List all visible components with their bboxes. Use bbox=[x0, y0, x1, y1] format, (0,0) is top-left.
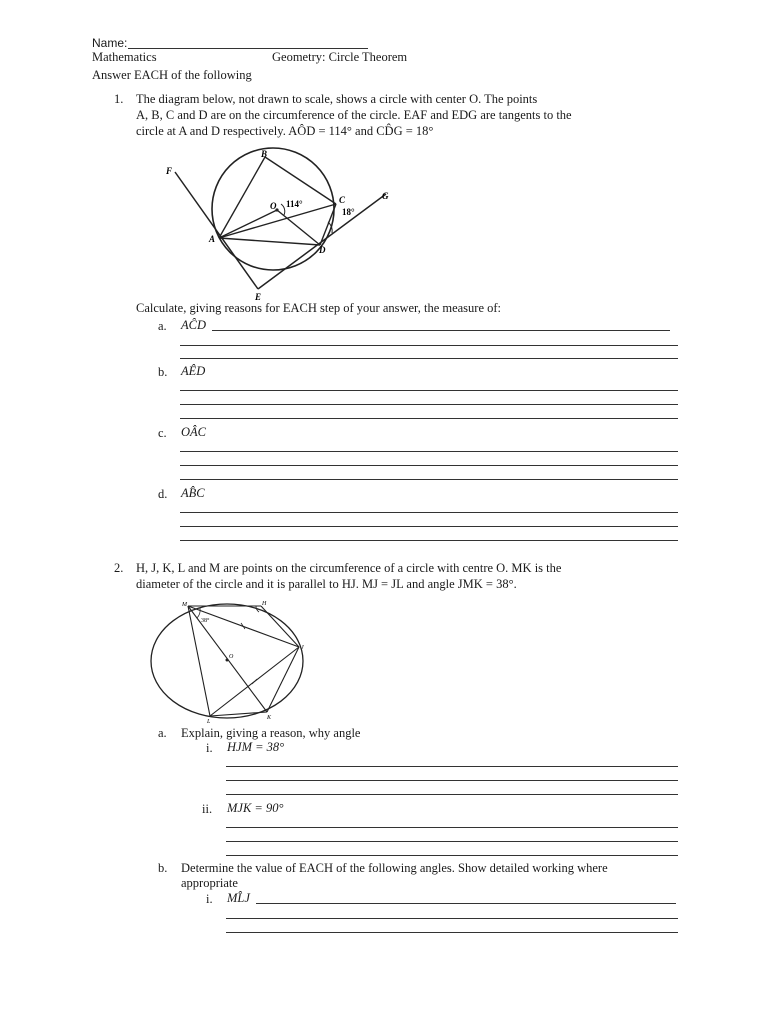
q1b-answer-line-2[interactable] bbox=[180, 404, 678, 405]
q2-text-line2: diameter of the circle and it is parallel to HJ. MJ = JL and angle JMK = 38°. bbox=[136, 577, 517, 591]
name-label: Name: bbox=[92, 36, 128, 50]
q2a-i-label: HJM = 38° bbox=[227, 740, 285, 754]
label-angle-38: 38° bbox=[201, 618, 210, 624]
q1-number: 1. bbox=[114, 92, 124, 106]
q2a-ii-answer-line-3[interactable] bbox=[226, 855, 678, 856]
q1d-answer-line-2[interactable] bbox=[180, 526, 678, 527]
q1c-answer-line-2[interactable] bbox=[180, 465, 678, 466]
q1c-answer-line-3[interactable] bbox=[180, 479, 678, 480]
chord-bc bbox=[265, 157, 336, 204]
label-j: J bbox=[301, 645, 304, 651]
label-o: O bbox=[270, 201, 277, 211]
q1-text-line2: A, B, C and D are on the circumference of the circle. EAF and EDG are tangents to the bbox=[136, 108, 572, 122]
chord-hj bbox=[261, 606, 299, 647]
label-l: L bbox=[207, 719, 211, 725]
subject-label: Mathematics bbox=[92, 50, 157, 64]
q2a-letter: a. bbox=[158, 726, 167, 740]
q1-text-line3: circle at A and D respectively. AÔD = 114° and CD̂G = 18° bbox=[136, 124, 434, 138]
q2-circle-diagram bbox=[148, 598, 316, 726]
q2a-ii-answer-line-1[interactable] bbox=[226, 827, 678, 828]
label-m: M bbox=[182, 602, 187, 608]
instruction: Answer EACH of the following bbox=[92, 68, 252, 82]
q1d-label: AB̂C bbox=[181, 486, 205, 500]
q2b-letter: b. bbox=[158, 861, 168, 875]
tick-lj bbox=[252, 679, 257, 684]
q2b-text-line2: appropriate bbox=[181, 876, 238, 890]
label-h: H bbox=[262, 601, 267, 607]
q2b-i-label: ML̂J bbox=[227, 891, 250, 905]
label-a: A bbox=[209, 234, 216, 244]
q2-number: 2. bbox=[114, 561, 124, 575]
q1a-label: AĈD bbox=[181, 318, 206, 332]
q2b-i-answer-line-2[interactable] bbox=[226, 918, 678, 919]
label-angle-18: 18° bbox=[342, 207, 355, 217]
label-c: C bbox=[339, 195, 346, 205]
q2a-text: Explain, giving a reason, why angle bbox=[181, 726, 361, 740]
label-d: D bbox=[319, 245, 326, 255]
label-e: E bbox=[255, 292, 262, 302]
chord-lk bbox=[210, 712, 267, 716]
q1c-label: OÂC bbox=[181, 425, 206, 439]
q1a-answer-line-3[interactable] bbox=[180, 358, 678, 359]
q2a-i-answer-line-3[interactable] bbox=[226, 794, 678, 795]
q2a-ii-label: MJK = 90° bbox=[227, 801, 284, 815]
q1d-letter: d. bbox=[158, 487, 168, 501]
q2b-i-answer-line-1[interactable] bbox=[256, 903, 676, 904]
topic-label: Geometry: Circle Theorem bbox=[272, 50, 408, 64]
name-answer-line[interactable] bbox=[128, 48, 368, 49]
q1-prompt: Calculate, giving reasons for EACH step of your answer, the measure of: bbox=[136, 301, 502, 315]
q2b-i-roman: i. bbox=[206, 892, 213, 906]
q2b-text-line1: Determine the value of EACH of the following angles. Show detailed working where bbox=[181, 861, 608, 875]
q2-text-line1: H, J, K, L and M are points on the circumference of a circle with centre O. MK is the bbox=[136, 561, 562, 575]
q1c-answer-line-1[interactable] bbox=[180, 451, 678, 452]
label-f: F bbox=[166, 166, 173, 176]
q1b-letter: b. bbox=[158, 365, 168, 379]
label-b: B bbox=[261, 149, 268, 159]
label-angle-114: 114° bbox=[286, 199, 303, 209]
q1-text-line1: The diagram below, not drawn to scale, shows a circle with center O. The points bbox=[136, 92, 538, 106]
q2a-ii-answer-line-2[interactable] bbox=[226, 841, 678, 842]
q1b-answer-line-1[interactable] bbox=[180, 390, 678, 391]
q2a-i-roman: i. bbox=[206, 741, 213, 755]
label-g: G bbox=[382, 191, 389, 201]
q1d-answer-line-1[interactable] bbox=[180, 512, 678, 513]
q2a-ii-roman: ii. bbox=[202, 802, 213, 816]
q2a-i-answer-line-1[interactable] bbox=[226, 766, 678, 767]
q1b-label: AÊD bbox=[181, 364, 206, 378]
q1c-letter: c. bbox=[158, 426, 167, 440]
chord-jk bbox=[267, 647, 299, 712]
q1a-letter: a. bbox=[158, 319, 167, 333]
label-o: O bbox=[229, 654, 234, 660]
chord-ad bbox=[219, 238, 320, 245]
q2a-i-answer-line-2[interactable] bbox=[226, 780, 678, 781]
label-k: K bbox=[267, 715, 272, 721]
chord-cd bbox=[320, 204, 336, 245]
q2b-i-answer-line-3[interactable] bbox=[226, 932, 678, 933]
q1a-answer-line-2[interactable] bbox=[180, 345, 678, 346]
q1a-answer-line-1[interactable] bbox=[212, 330, 670, 331]
q1d-answer-line-3[interactable] bbox=[180, 540, 678, 541]
q1-circle-diagram bbox=[160, 146, 400, 306]
q1b-answer-line-3[interactable] bbox=[180, 418, 678, 419]
